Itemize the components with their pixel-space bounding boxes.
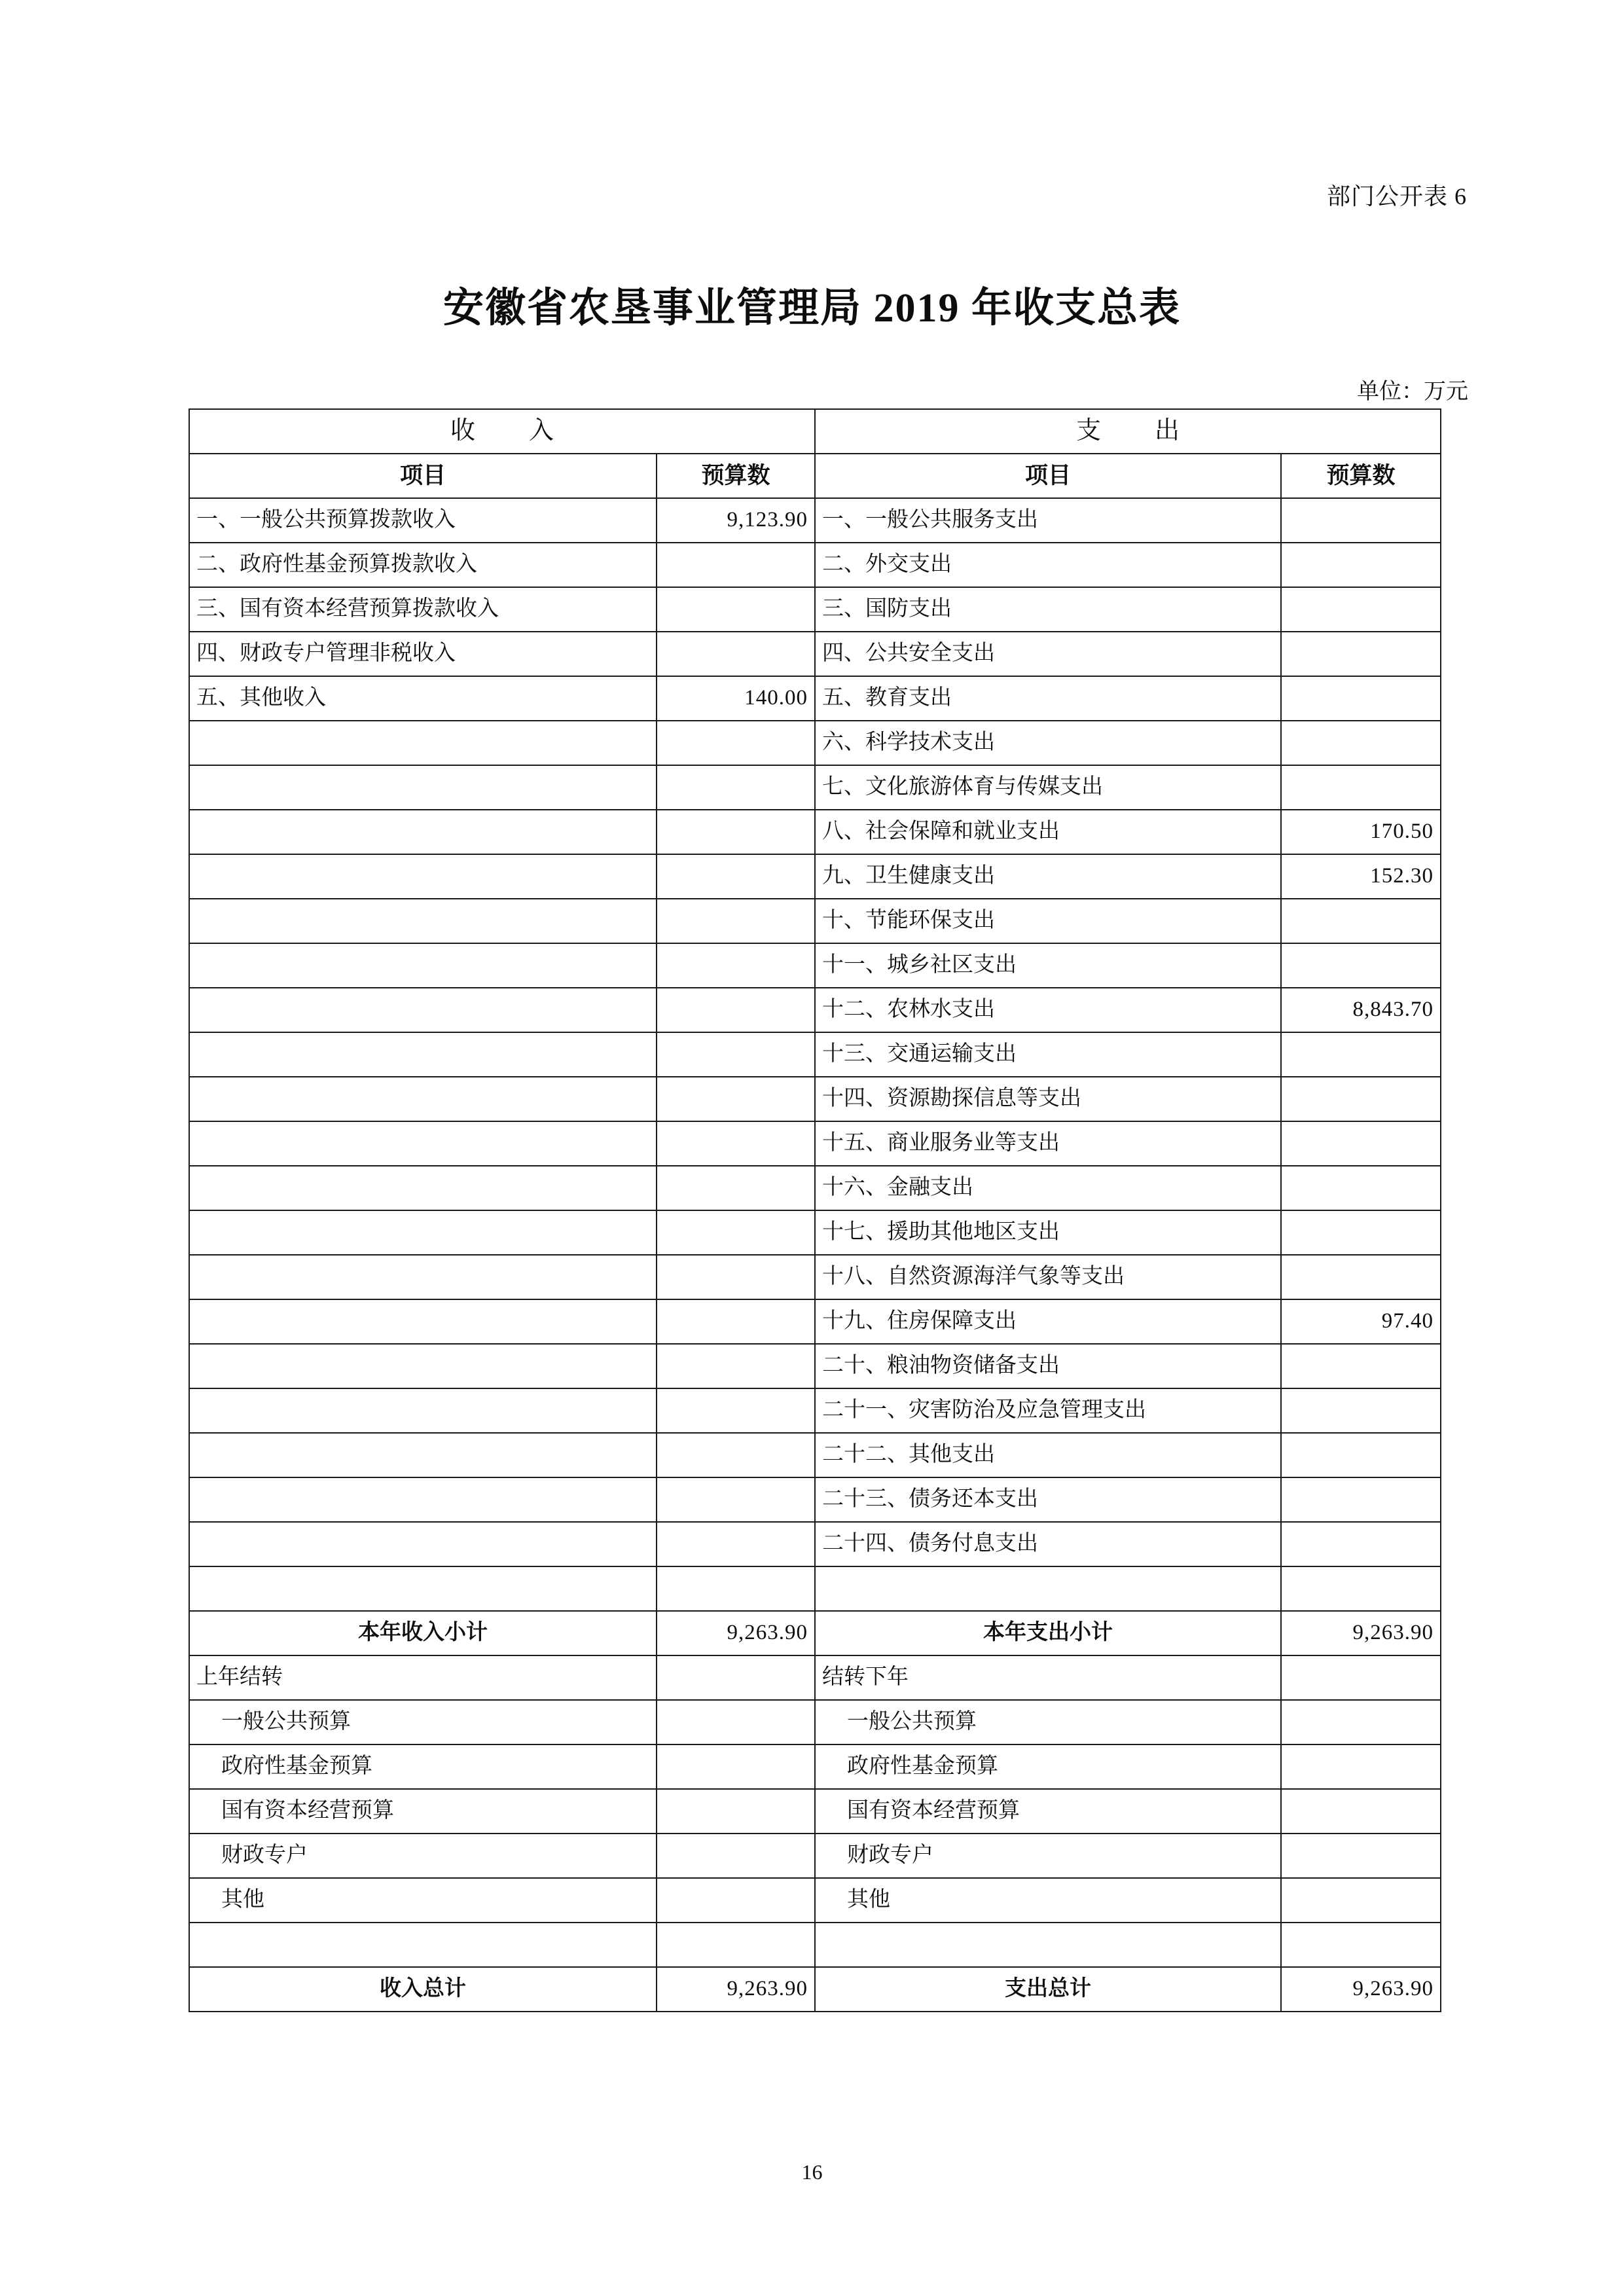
income-value-cell <box>657 943 815 988</box>
table-row <box>189 721 1441 765</box>
budget-summary-table <box>189 408 1441 2012</box>
table-row <box>189 1522 1441 1566</box>
table-row <box>189 1210 1441 1255</box>
income-item-cell: 其他 <box>189 1878 657 1923</box>
income-value-cell <box>657 1121 815 1166</box>
expenditure-value-cell: 97.40 <box>1281 1299 1441 1344</box>
table-row <box>189 810 1441 854</box>
income-value-cell <box>657 587 815 632</box>
expenditure-value-cell <box>1281 1255 1441 1299</box>
expenditure-value-cell <box>1281 1121 1441 1166</box>
expenditure-value-cell <box>1281 676 1441 721</box>
income-item-cell <box>189 1477 657 1522</box>
table-row <box>189 943 1441 988</box>
income-item-cell <box>189 721 657 765</box>
income-value-cell <box>657 1655 815 1700</box>
carryover-row <box>189 1789 1441 1834</box>
income-item-cell <box>189 1388 657 1433</box>
income-item-cell <box>189 1344 657 1388</box>
table-row <box>189 498 1441 543</box>
expenditure-value-cell <box>1281 1923 1441 1967</box>
expenditure-item-cell: 七、文化旅游体育与传媒支出 <box>815 765 1281 810</box>
income-item-cell <box>189 988 657 1032</box>
expenditure-value-cell <box>1281 1344 1441 1388</box>
expenditure-item-cell: 二十三、债务还本支出 <box>815 1477 1281 1522</box>
column-header-income-item: 项目 <box>189 454 657 498</box>
income-value-cell <box>657 1878 815 1923</box>
income-item-cell: 五、其他收入 <box>189 676 657 721</box>
table-row <box>189 854 1441 899</box>
income-item-cell <box>189 1566 657 1611</box>
income-item-cell: 政府性基金预算 <box>189 1744 657 1789</box>
income-item-cell: 二、政府性基金预算拨款收入 <box>189 543 657 587</box>
income-value-cell <box>657 1166 815 1210</box>
expenditure-value-cell <box>1281 543 1441 587</box>
expenditure-value-cell <box>1281 1166 1441 1210</box>
income-total-value: 9,263.90 <box>657 1967 815 2012</box>
expenditure-subtotal-value: 9,263.90 <box>1281 1611 1441 1655</box>
expenditure-value-cell <box>1281 1744 1441 1789</box>
expenditure-value-cell <box>1281 1477 1441 1522</box>
expenditure-value-cell <box>1281 1210 1441 1255</box>
income-value-cell <box>657 632 815 676</box>
expenditure-value-cell <box>1281 765 1441 810</box>
income-value-cell: 140.00 <box>657 676 815 721</box>
table-row <box>189 1166 1441 1210</box>
table-row <box>189 899 1441 943</box>
expenditure-value-cell <box>1281 1566 1441 1611</box>
income-item-cell: 四、财政专户管理非税收入 <box>189 632 657 676</box>
income-value-cell <box>657 1522 815 1566</box>
expenditure-item-cell: 财政专户 <box>815 1834 1281 1878</box>
income-group-header: 收 入 <box>189 409 815 454</box>
expenditure-value-cell <box>1281 1700 1441 1744</box>
table-spacer-row <box>189 1566 1441 1611</box>
income-item-cell <box>189 854 657 899</box>
table-row <box>189 1299 1441 1344</box>
income-value-cell <box>657 1789 815 1834</box>
column-header-income-budget: 预算数 <box>657 454 815 498</box>
expenditure-item-cell <box>815 1923 1281 1967</box>
income-item-cell <box>189 1121 657 1166</box>
expenditure-item-cell: 十七、援助其他地区支出 <box>815 1210 1281 1255</box>
table-column-header-row <box>189 454 1441 498</box>
income-item-cell: 财政专户 <box>189 1834 657 1878</box>
table-row <box>189 543 1441 587</box>
expenditure-item-cell: 其他 <box>815 1878 1281 1923</box>
income-value-cell <box>657 1077 815 1121</box>
table-row <box>189 1344 1441 1388</box>
income-value-cell <box>657 988 815 1032</box>
expenditure-value-cell <box>1281 1789 1441 1834</box>
expenditure-item-cell: 二、外交支出 <box>815 543 1281 587</box>
form-tag: 部门公开表 6 <box>1326 183 1467 209</box>
income-value-cell <box>657 854 815 899</box>
expenditure-item-cell: 十、节能环保支出 <box>815 899 1281 943</box>
income-value-cell <box>657 1477 815 1522</box>
expenditure-item-cell: 二十二、其他支出 <box>815 1433 1281 1477</box>
income-total-label: 收入总计 <box>189 1967 657 2012</box>
income-item-cell <box>189 765 657 810</box>
expenditure-value-cell <box>1281 1032 1441 1077</box>
income-value-cell <box>657 1744 815 1789</box>
table-row <box>189 676 1441 721</box>
expenditure-total-value: 9,263.90 <box>1281 1967 1441 2012</box>
income-item-cell <box>189 943 657 988</box>
income-value-cell <box>657 1923 815 1967</box>
expenditure-item-cell: 十三、交通运输支出 <box>815 1032 1281 1077</box>
income-value-cell <box>657 721 815 765</box>
income-value-cell <box>657 1433 815 1477</box>
income-item-cell: 一、一般公共预算拨款收入 <box>189 498 657 543</box>
expenditure-value-cell <box>1281 943 1441 988</box>
income-value-cell <box>657 1210 815 1255</box>
expenditure-value-cell <box>1281 587 1441 632</box>
expenditure-item-cell: 四、公共安全支出 <box>815 632 1281 676</box>
table-row <box>189 1121 1441 1166</box>
table-row <box>189 1032 1441 1077</box>
expenditure-value-cell <box>1281 498 1441 543</box>
income-value-cell <box>657 1388 815 1433</box>
expenditure-item-cell: 二十一、灾害防治及应急管理支出 <box>815 1388 1281 1433</box>
expenditure-item-cell <box>815 1566 1281 1611</box>
page-number: 16 <box>801 2160 823 2184</box>
expenditure-value-cell <box>1281 1433 1441 1477</box>
table-row <box>189 988 1441 1032</box>
income-value-cell <box>657 1834 815 1878</box>
income-value-cell <box>657 1255 815 1299</box>
income-item-cell: 三、国有资本经营预算拨款收入 <box>189 587 657 632</box>
income-value-cell <box>657 1299 815 1344</box>
income-item-cell <box>189 899 657 943</box>
income-subtotal-value: 9,263.90 <box>657 1611 815 1655</box>
income-value-cell <box>657 543 815 587</box>
income-item-cell <box>189 1433 657 1477</box>
table-row <box>189 1077 1441 1121</box>
expenditure-value-cell <box>1281 1388 1441 1433</box>
table-row <box>189 765 1441 810</box>
expenditure-item-cell: 二十、粮油物资储备支出 <box>815 1344 1281 1388</box>
expenditure-item-cell: 政府性基金预算 <box>815 1744 1281 1789</box>
income-value-cell <box>657 1700 815 1744</box>
table-row <box>189 1388 1441 1433</box>
expenditure-total-label: 支出总计 <box>815 1967 1281 2012</box>
expenditure-item-cell: 十一、城乡社区支出 <box>815 943 1281 988</box>
unit-note: 单位：万元 <box>1357 380 1468 404</box>
income-item-cell <box>189 1255 657 1299</box>
expenditure-item-cell: 八、社会保障和就业支出 <box>815 810 1281 854</box>
expenditure-value-cell <box>1281 1834 1441 1878</box>
subtotal-row <box>189 1611 1441 1655</box>
carryover-row <box>189 1655 1441 1700</box>
expenditure-item-cell: 十八、自然资源海洋气象等支出 <box>815 1255 1281 1299</box>
income-value-cell <box>657 765 815 810</box>
expenditure-value-cell <box>1281 721 1441 765</box>
table-row <box>189 1255 1441 1299</box>
column-header-expenditure-item: 项目 <box>815 454 1281 498</box>
expenditure-item-cell: 十六、金融支出 <box>815 1166 1281 1210</box>
expenditure-item-cell: 十五、商业服务业等支出 <box>815 1121 1281 1166</box>
expenditure-value-cell <box>1281 1077 1441 1121</box>
income-item-cell <box>189 1032 657 1077</box>
table-group-header-row <box>189 409 1441 454</box>
total-row <box>189 1967 1441 2012</box>
expenditure-group-header: 支 出 <box>815 409 1441 454</box>
income-item-cell <box>189 1166 657 1210</box>
expenditure-item-cell: 一、一般公共服务支出 <box>815 498 1281 543</box>
income-value-cell: 9,123.90 <box>657 498 815 543</box>
expenditure-value-cell: 8,843.70 <box>1281 988 1441 1032</box>
table-row <box>189 587 1441 632</box>
expenditure-value-cell: 152.30 <box>1281 854 1441 899</box>
income-item-cell <box>189 1210 657 1255</box>
column-header-expenditure-budget: 预算数 <box>1281 454 1441 498</box>
income-item-cell: 一般公共预算 <box>189 1700 657 1744</box>
expenditure-item-cell: 结转下年 <box>815 1655 1281 1700</box>
expenditure-value-cell: 170.50 <box>1281 810 1441 854</box>
expenditure-value-cell <box>1281 899 1441 943</box>
income-value-cell <box>657 810 815 854</box>
carryover-row <box>189 1700 1441 1744</box>
expenditure-value-cell <box>1281 1655 1441 1700</box>
expenditure-item-cell: 十四、资源勘探信息等支出 <box>815 1077 1281 1121</box>
income-item-cell <box>189 1923 657 1967</box>
income-item-cell: 国有资本经营预算 <box>189 1789 657 1834</box>
table-row <box>189 1477 1441 1522</box>
carryover-row <box>189 1744 1441 1789</box>
expenditure-item-cell: 十二、农林水支出 <box>815 988 1281 1032</box>
expenditure-value-cell <box>1281 632 1441 676</box>
income-item-cell <box>189 1077 657 1121</box>
income-value-cell <box>657 1032 815 1077</box>
expenditure-item-cell: 六、科学技术支出 <box>815 721 1281 765</box>
income-item-cell: 上年结转 <box>189 1655 657 1700</box>
income-item-cell <box>189 1522 657 1566</box>
income-value-cell <box>657 899 815 943</box>
expenditure-subtotal-label: 本年支出小计 <box>815 1611 1281 1655</box>
expenditure-item-cell: 五、教育支出 <box>815 676 1281 721</box>
income-item-cell <box>189 810 657 854</box>
expenditure-item-cell: 九、卫生健康支出 <box>815 854 1281 899</box>
income-value-cell <box>657 1566 815 1611</box>
expenditure-item-cell: 国有资本经营预算 <box>815 1789 1281 1834</box>
expenditure-item-cell: 二十四、债务付息支出 <box>815 1522 1281 1566</box>
expenditure-item-cell: 三、国防支出 <box>815 587 1281 632</box>
table-row <box>189 1433 1441 1477</box>
table-spacer-row <box>189 1923 1441 1967</box>
table-row <box>189 632 1441 676</box>
expenditure-value-cell <box>1281 1522 1441 1566</box>
income-item-cell <box>189 1299 657 1344</box>
income-value-cell <box>657 1344 815 1388</box>
expenditure-item-cell: 一般公共预算 <box>815 1700 1281 1744</box>
page-title: 安徽省农垦事业管理局 2019 年收支总表 <box>442 286 1181 331</box>
expenditure-item-cell: 十九、住房保障支出 <box>815 1299 1281 1344</box>
expenditure-value-cell <box>1281 1878 1441 1923</box>
carryover-row <box>189 1878 1441 1923</box>
income-subtotal-label: 本年收入小计 <box>189 1611 657 1655</box>
carryover-row <box>189 1834 1441 1878</box>
